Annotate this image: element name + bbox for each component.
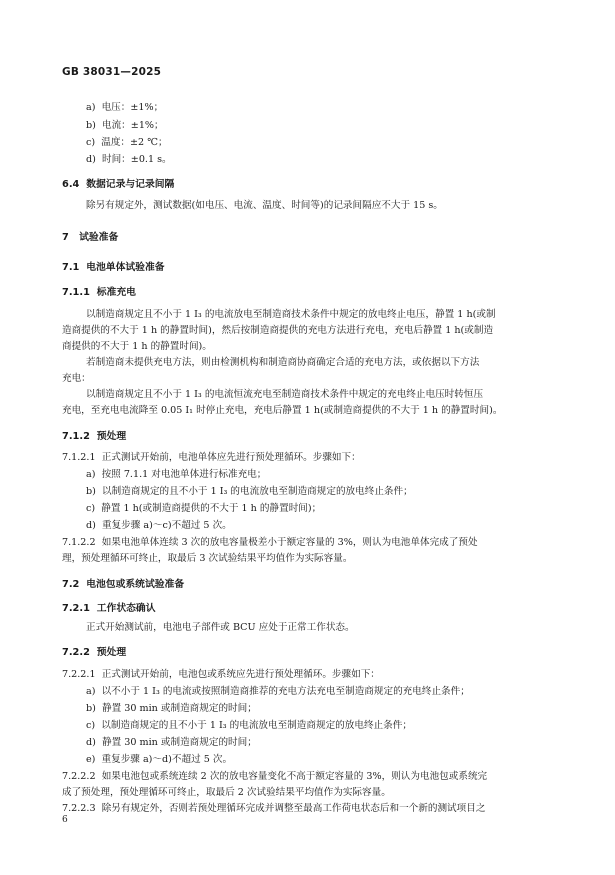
section-title: 工作状态确认 <box>96 603 156 614</box>
paragraph-line: 造商提供的不大于 1 h 的静置时间)，然后按制造商提供的充电方法进行充电，充电后静置 1 h(或制造 <box>62 325 494 336</box>
list-item <box>86 754 232 766</box>
list-item <box>86 737 257 749</box>
section-title: 试验准备 <box>79 232 119 243</box>
list-key: c) <box>86 503 96 514</box>
list-key: d) <box>86 154 96 165</box>
list-text: 静置 30 min 或制造商规定的时间； <box>102 737 257 748</box>
section-heading-7 <box>62 232 118 244</box>
list-text: 电流：±1%； <box>102 120 164 131</box>
paragraph-line: 理，预处理循环可终止，取最后 3 次试验结果平均值作为实际容量。 <box>62 553 353 564</box>
list-key: a) <box>86 469 96 480</box>
list-key: c) <box>86 720 96 731</box>
paragraph: 除另有规定外，测试数据(如电压、电流、温度、时间等)的记录间隔应不大于 15 s。 <box>86 200 443 211</box>
paragraph-line: 以制造商规定且不小于 1 I₃ 的电流恒流充电至制造商技术条件中规定的充电终止电压时转恒压 <box>86 389 484 400</box>
list-text: 以制造商规定的且不小于 1 I₃ 的电流放电至制造商规定的放电终止条件； <box>101 720 412 731</box>
section-heading-7-2-1 <box>62 603 156 615</box>
paragraph-line: 若制造商未提供充电方法，则由检测机构和制造商协商确定合适的充电方法，或依据以下方法 <box>86 357 480 368</box>
paragraph-line: 充电，至充电电流降至 0.05 I₁ 时停止充电，充电后静置 1 h(或制造商提供的不大于 1 h 的静置时间)。 <box>62 405 503 416</box>
section-heading-7-2 <box>62 579 184 591</box>
list-item <box>86 486 413 498</box>
clause-text: 正式测试开始前，电池单体应先进行预处理循环。步骤如下： <box>101 452 361 463</box>
section-number: 7.2 <box>62 579 80 590</box>
section-number: 7.1.1 <box>62 287 90 298</box>
list-text: 电压：±1%； <box>101 102 164 113</box>
list-item <box>86 503 321 515</box>
list-item <box>86 469 266 481</box>
list-key: d) <box>86 737 96 748</box>
section-heading-7-1-2 <box>62 431 126 443</box>
list-item <box>86 137 168 149</box>
list-key: d) <box>86 520 96 531</box>
section-heading-7-1 <box>62 262 165 274</box>
list-item <box>86 520 232 532</box>
list-key: c) <box>86 137 96 148</box>
clause-7-2-2-3 <box>62 803 485 815</box>
paragraph-line: 成了预处理，预处理循环可终止，取最后 2 次试验结果平均值作为实际容量。 <box>62 787 391 798</box>
clause-text: 如果电池单体连续 3 次的放电容量极差小于额定容量的 3%，则认为电池单体完成了预处 <box>101 537 478 548</box>
section-heading-7-1-1 <box>62 287 136 299</box>
section-number: 6.4 <box>62 179 80 190</box>
section-number: 7.2.2 <box>62 647 90 658</box>
list-item <box>86 703 257 715</box>
page-number: 6 <box>62 815 68 825</box>
clause-number: 7.1.2.1 <box>62 452 96 463</box>
clause-7-2-2-2 <box>62 771 487 783</box>
clause-number: 7.2.2.3 <box>62 803 96 814</box>
list-text: 以不小于 1 I₃ 的电流或按照制造商推荐的充电方法充电至制造商规定的充电终止条件； <box>101 686 470 697</box>
list-text: 重复步骤 a)～c)不超过 5 次。 <box>102 520 232 531</box>
list-item <box>86 686 470 698</box>
list-text: 按照 7.1.1 对电池单体进行标准充电； <box>101 469 267 480</box>
section-number: 7.2.1 <box>62 603 90 614</box>
clause-number: 7.2.2.1 <box>62 669 96 680</box>
clause-text: 除另有规定外，否则若预处理循环完成并调整至最高工作荷电状态后和一个新的测试项目之 <box>101 803 486 814</box>
section-title: 预处理 <box>96 647 127 658</box>
list-text: 重复步骤 a)～d)不超过 5 次。 <box>101 754 233 765</box>
list-item <box>86 120 164 132</box>
paragraph-line: 充电： <box>62 373 91 384</box>
section-title: 电池单体试验准备 <box>86 262 165 273</box>
section-number: 7.1 <box>62 262 80 273</box>
section-title: 预处理 <box>96 431 127 442</box>
list-key: e) <box>86 754 96 765</box>
list-text: 静置 1 h(或制造商提供的不大于 1 h 的静置时间)； <box>101 503 322 514</box>
section-title: 电池包或系统试验准备 <box>86 579 185 590</box>
list-text: 温度：±2 ℃； <box>101 137 168 148</box>
clause-7-2-2-1 <box>62 669 380 681</box>
paragraph-line: 商提供的不大于 1 h 的静置时间)。 <box>62 341 212 352</box>
list-key: a) <box>86 686 96 697</box>
standard-number-header: GB 38031—2025 <box>62 66 162 78</box>
list-item <box>86 154 172 166</box>
list-text: 静置 30 min 或制造商规定的时间； <box>102 703 257 714</box>
section-number: 7.1.2 <box>62 431 90 442</box>
section-number: 7 <box>62 232 69 243</box>
section-heading-6-4 <box>62 179 174 191</box>
paragraph: 正式开始测试前，电池电子部件或 BCU 应处于正常工作状态。 <box>86 622 355 633</box>
list-key: a) <box>86 102 96 113</box>
list-key: b) <box>86 120 96 131</box>
clause-number: 7.1.2.2 <box>62 537 96 548</box>
clause-7-1-2-2 <box>62 537 478 549</box>
clause-number: 7.2.2.2 <box>62 771 96 782</box>
clause-text: 如果电池包或系统连续 2 次的放电容量变化不高于额定容量的 3%，则认为电池包或系统完 <box>101 771 488 782</box>
list-text: 时间：±0.1 s。 <box>102 154 172 165</box>
clause-text: 正式测试开始前，电池包或系统应先进行预处理循环。步骤如下： <box>101 669 380 680</box>
list-item <box>86 102 163 114</box>
list-item <box>86 720 412 732</box>
clause-7-1-2-1 <box>62 452 361 464</box>
section-heading-7-2-2 <box>62 647 126 659</box>
list-text: 以制造商规定的且不小于 1 I₃ 的电流放电至制造商规定的放电终止条件； <box>102 486 413 497</box>
list-key: b) <box>86 703 96 714</box>
list-key: b) <box>86 486 96 497</box>
section-title: 数据记录与记录间隔 <box>86 179 175 190</box>
paragraph-line: 以制造商规定且不小于 1 I₃ 的电流放电至制造商技术条件中规定的放电终止电压，静置 1 h(或制 <box>86 309 496 320</box>
section-title: 标准充电 <box>96 287 136 298</box>
